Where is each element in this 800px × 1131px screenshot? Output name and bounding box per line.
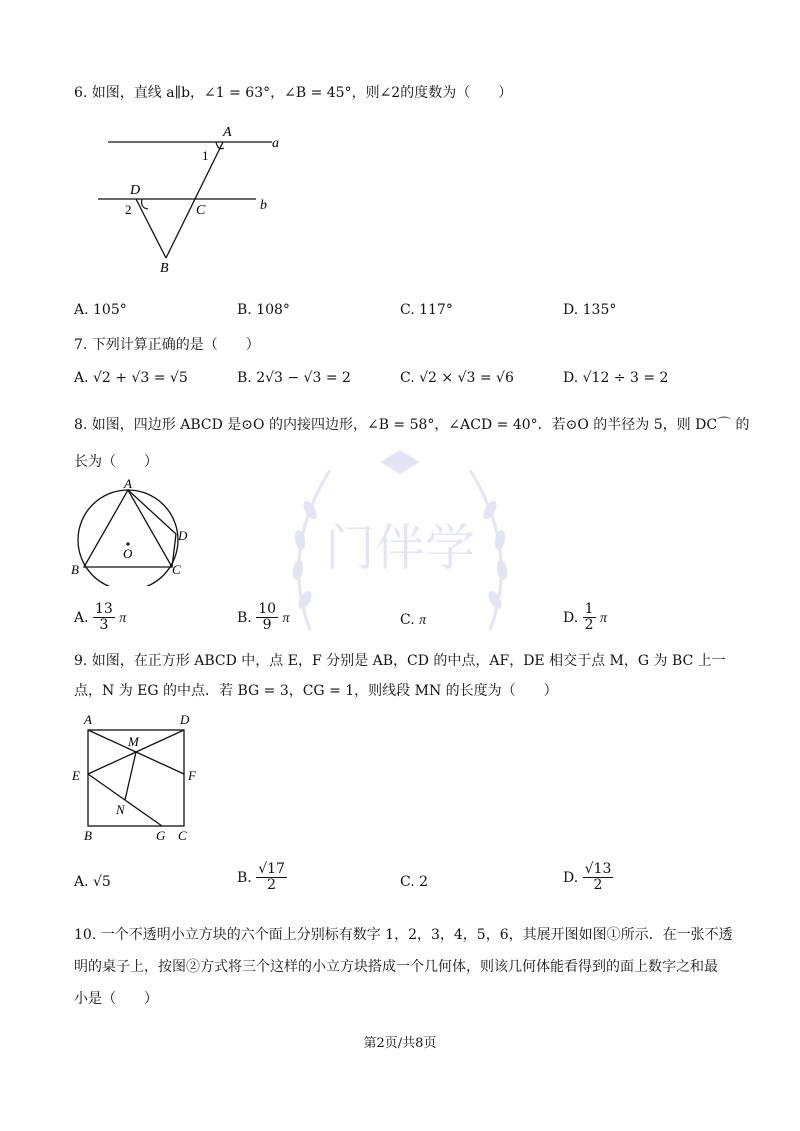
- label-C: C: [196, 203, 206, 218]
- q6-option-b: B. 108°: [237, 302, 290, 318]
- label-C: C: [172, 562, 181, 577]
- label-F: F: [188, 768, 196, 783]
- q7-stem: 7. 下列计算正确的是（ ）: [74, 337, 260, 353]
- label-A: A: [223, 125, 232, 140]
- q7-option-d: D. √12 ÷ 3 = 2: [563, 370, 669, 386]
- q9-option-a: A. √5: [74, 874, 111, 890]
- label-O: O: [123, 546, 133, 561]
- q10-line1: 10. 一个不透明小立方块的六个面上分别标有数字 1，2，3，4，5，6，其展开图如图①所示．在一张不透: [74, 927, 733, 943]
- q6-option-a: A. 105°: [74, 302, 127, 318]
- fraction: $\frac{10}{9}$: [258, 601, 277, 634]
- fraction: $\frac{√13}{2}$: [584, 861, 612, 894]
- label-M: M: [128, 734, 139, 749]
- q7-option-c: C. √2 × √3 = √6: [400, 370, 514, 386]
- fraction: $\frac{1}{2}$: [584, 601, 594, 634]
- q9-stem-line2: 点，N 为 EG 的中点．若 BG = 3，CG = 1，则线段 MN 的长度为（ ）: [74, 683, 558, 699]
- q6-figure: [90, 118, 300, 278]
- label-B: B: [160, 261, 169, 276]
- label-B: B: [71, 562, 79, 577]
- q9-option-b: B. $\frac{√17}{2}$: [237, 861, 285, 894]
- watermark-logo: [270, 430, 530, 670]
- fraction: $\frac{√17}{2}$: [258, 861, 285, 894]
- q7-option-a: A. √2 + √3 = √5: [74, 370, 188, 386]
- q6-option-d: D. 135°: [563, 302, 617, 318]
- q10-line3: 小是（ ）: [74, 991, 158, 1007]
- label-G: G: [156, 828, 166, 843]
- q8-stem-line2: 长为（ ）: [74, 454, 158, 470]
- q9-option-c: C. 2: [400, 874, 429, 890]
- q8-option-c: C. π: [400, 612, 427, 628]
- q10-line2: 明的桌子上，按图②方式将三个这样的小立方块搭成一个几何体，则该几何体能看得到的面上数字之和最: [74, 959, 718, 975]
- q7-option-b: B. 2√3 − √3 = 2: [237, 370, 351, 386]
- q6-option-c: C. 117°: [400, 302, 453, 318]
- q8-figure: [66, 478, 206, 586]
- circle-o: [78, 490, 178, 586]
- label-D: D: [180, 712, 190, 727]
- label-A: A: [84, 712, 92, 727]
- label-1: 1: [202, 148, 209, 163]
- q9-option-d: D. $\frac{√13}{2}$: [563, 861, 612, 894]
- q8-option-d: D. $\frac{1}{2}$ π: [563, 601, 608, 634]
- segment-db: [136, 199, 166, 258]
- watermark-text: 门伴学: [325, 520, 475, 576]
- label-A: A: [124, 478, 132, 491]
- angle-2-arc: [142, 199, 148, 209]
- q8-option-a: A. $\frac{13}{3}$ π: [74, 601, 127, 634]
- page-footer: 第2页/共8页: [363, 1036, 437, 1051]
- q6-stem: 6. 如图，直线 a∥b，∠1 = 63°，∠B = 45°，则∠2的度数为（ ）: [74, 85, 513, 101]
- label-D: D: [130, 183, 141, 198]
- label-D: D: [178, 528, 188, 543]
- label-a: a: [272, 136, 279, 151]
- segment-ab: [166, 142, 223, 258]
- fraction: $\frac{13}{3}$: [95, 601, 113, 634]
- label-E: E: [72, 768, 80, 783]
- label-N: N: [116, 802, 125, 817]
- q8-stem-line1: 8. 如图，四边形 ABCD 是⊙O 的内接四边形，∠B = 58°，∠ACD = 40°．若⊙O 的半径为 5，则 DC⌒ 的: [74, 417, 750, 433]
- q9-figure: [66, 708, 206, 844]
- segment-mn: [125, 752, 136, 800]
- q8-option-b: B. $\frac{10}{9}$ π: [237, 601, 290, 634]
- label-b: b: [260, 198, 267, 213]
- q9-stem-line1: 9. 如图，在正方形 ABCD 中，点 E，F 分别是 AB，CD 的中点，AF，DE 相交于点 M，G 为 BC 上一: [74, 653, 726, 669]
- label-C: C: [178, 828, 187, 843]
- label-2: 2: [125, 202, 132, 217]
- label-B: B: [84, 828, 92, 843]
